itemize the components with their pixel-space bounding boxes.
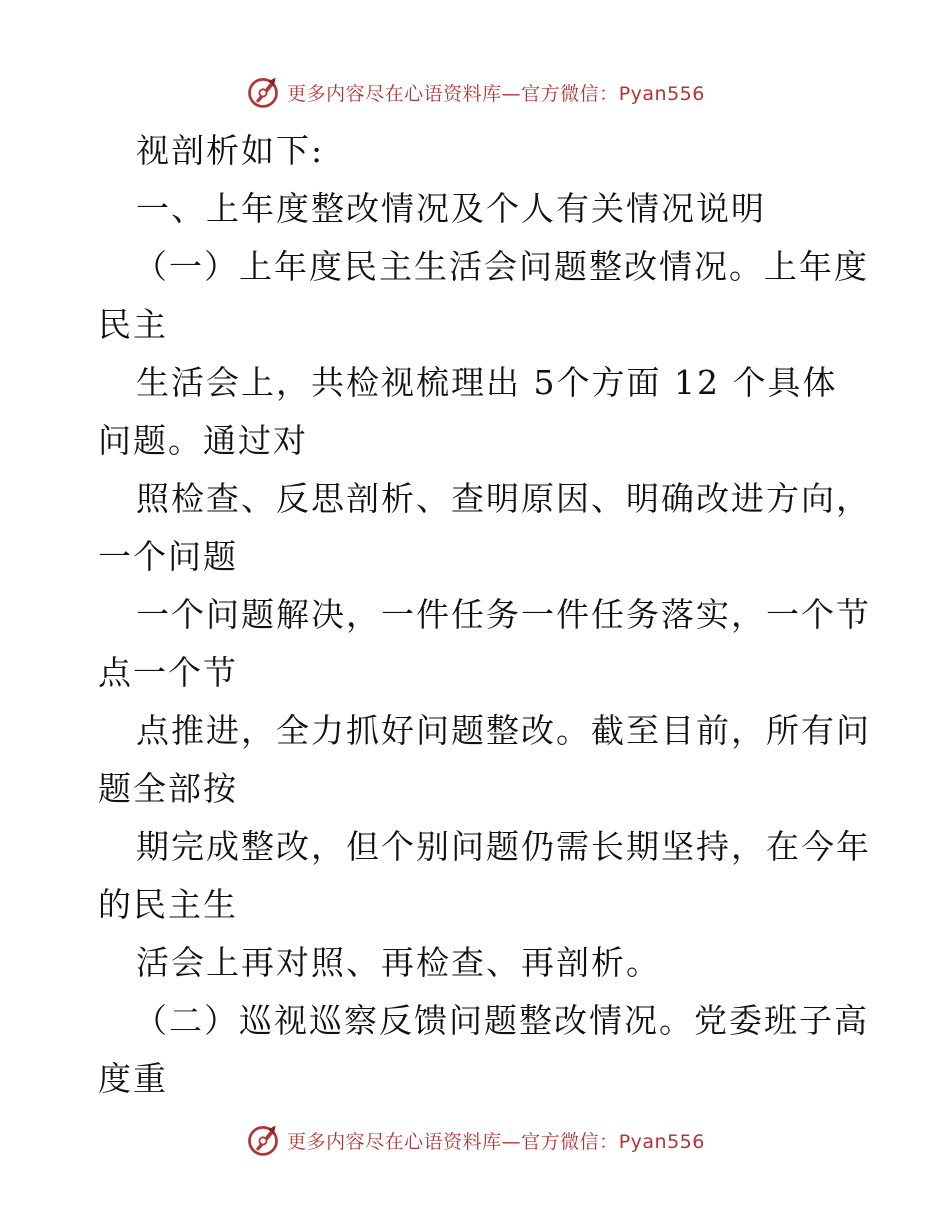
text-line: 一、上年度整改情况及个人有关情况说明 bbox=[136, 189, 766, 228]
text-line: 民主 bbox=[98, 305, 168, 344]
watermark-wechat-id: Pyan556 bbox=[618, 82, 705, 105]
watermark-wechat-id: Pyan556 bbox=[618, 1130, 705, 1153]
watermark-wechat-label: 官方微信： bbox=[521, 82, 619, 105]
text-line: 点推进，全力抓好问题整改。截至目前，所有问 bbox=[136, 711, 871, 750]
text-line: （一）上年度民主生活会问题整改情况。上年度 bbox=[134, 247, 869, 286]
text-line: 期完成整改，但个别问题仍需长期坚持，在今年 bbox=[136, 827, 871, 866]
text-line: 视剖析如下: bbox=[136, 131, 325, 170]
text-line: 度重 bbox=[98, 1059, 168, 1098]
document-body bbox=[98, 122, 871, 1108]
text-line: （二）巡视巡察反馈问题整改情况。党委班子高 bbox=[134, 1001, 869, 1040]
text-line: 照检查、反思剖析、查明原因、明确改进方向， bbox=[136, 479, 871, 518]
watermark-separator: — bbox=[501, 1130, 522, 1153]
quill-pen-logo-icon bbox=[245, 1122, 281, 1158]
watermark-separator: — bbox=[501, 82, 522, 105]
header-watermark bbox=[0, 70, 950, 114]
text-line: 题全部按 bbox=[98, 769, 238, 808]
text-line: 的民主生 bbox=[98, 885, 238, 924]
watermark-site-text: 更多内容尽在心语资料库 bbox=[287, 82, 502, 105]
watermark-wechat-label: 官方微信： bbox=[521, 1130, 619, 1153]
footer-watermark bbox=[0, 1118, 950, 1162]
text-line: 活会上再对照、再检查、再剖析。 bbox=[136, 943, 661, 982]
text-line: 点一个节 bbox=[98, 653, 238, 692]
watermark-site-text: 更多内容尽在心语资料库 bbox=[287, 1130, 502, 1153]
text-line: 生活会上，共检视梳理出 5个方面 12 个具体 bbox=[136, 363, 838, 402]
quill-pen-logo-icon bbox=[245, 74, 281, 110]
text-line: 一个问题解决，一件任务一件任务落实，一个节 bbox=[136, 595, 871, 634]
text-line: 问题。通过对 bbox=[98, 421, 308, 460]
text-line: 一个问题 bbox=[98, 537, 238, 576]
